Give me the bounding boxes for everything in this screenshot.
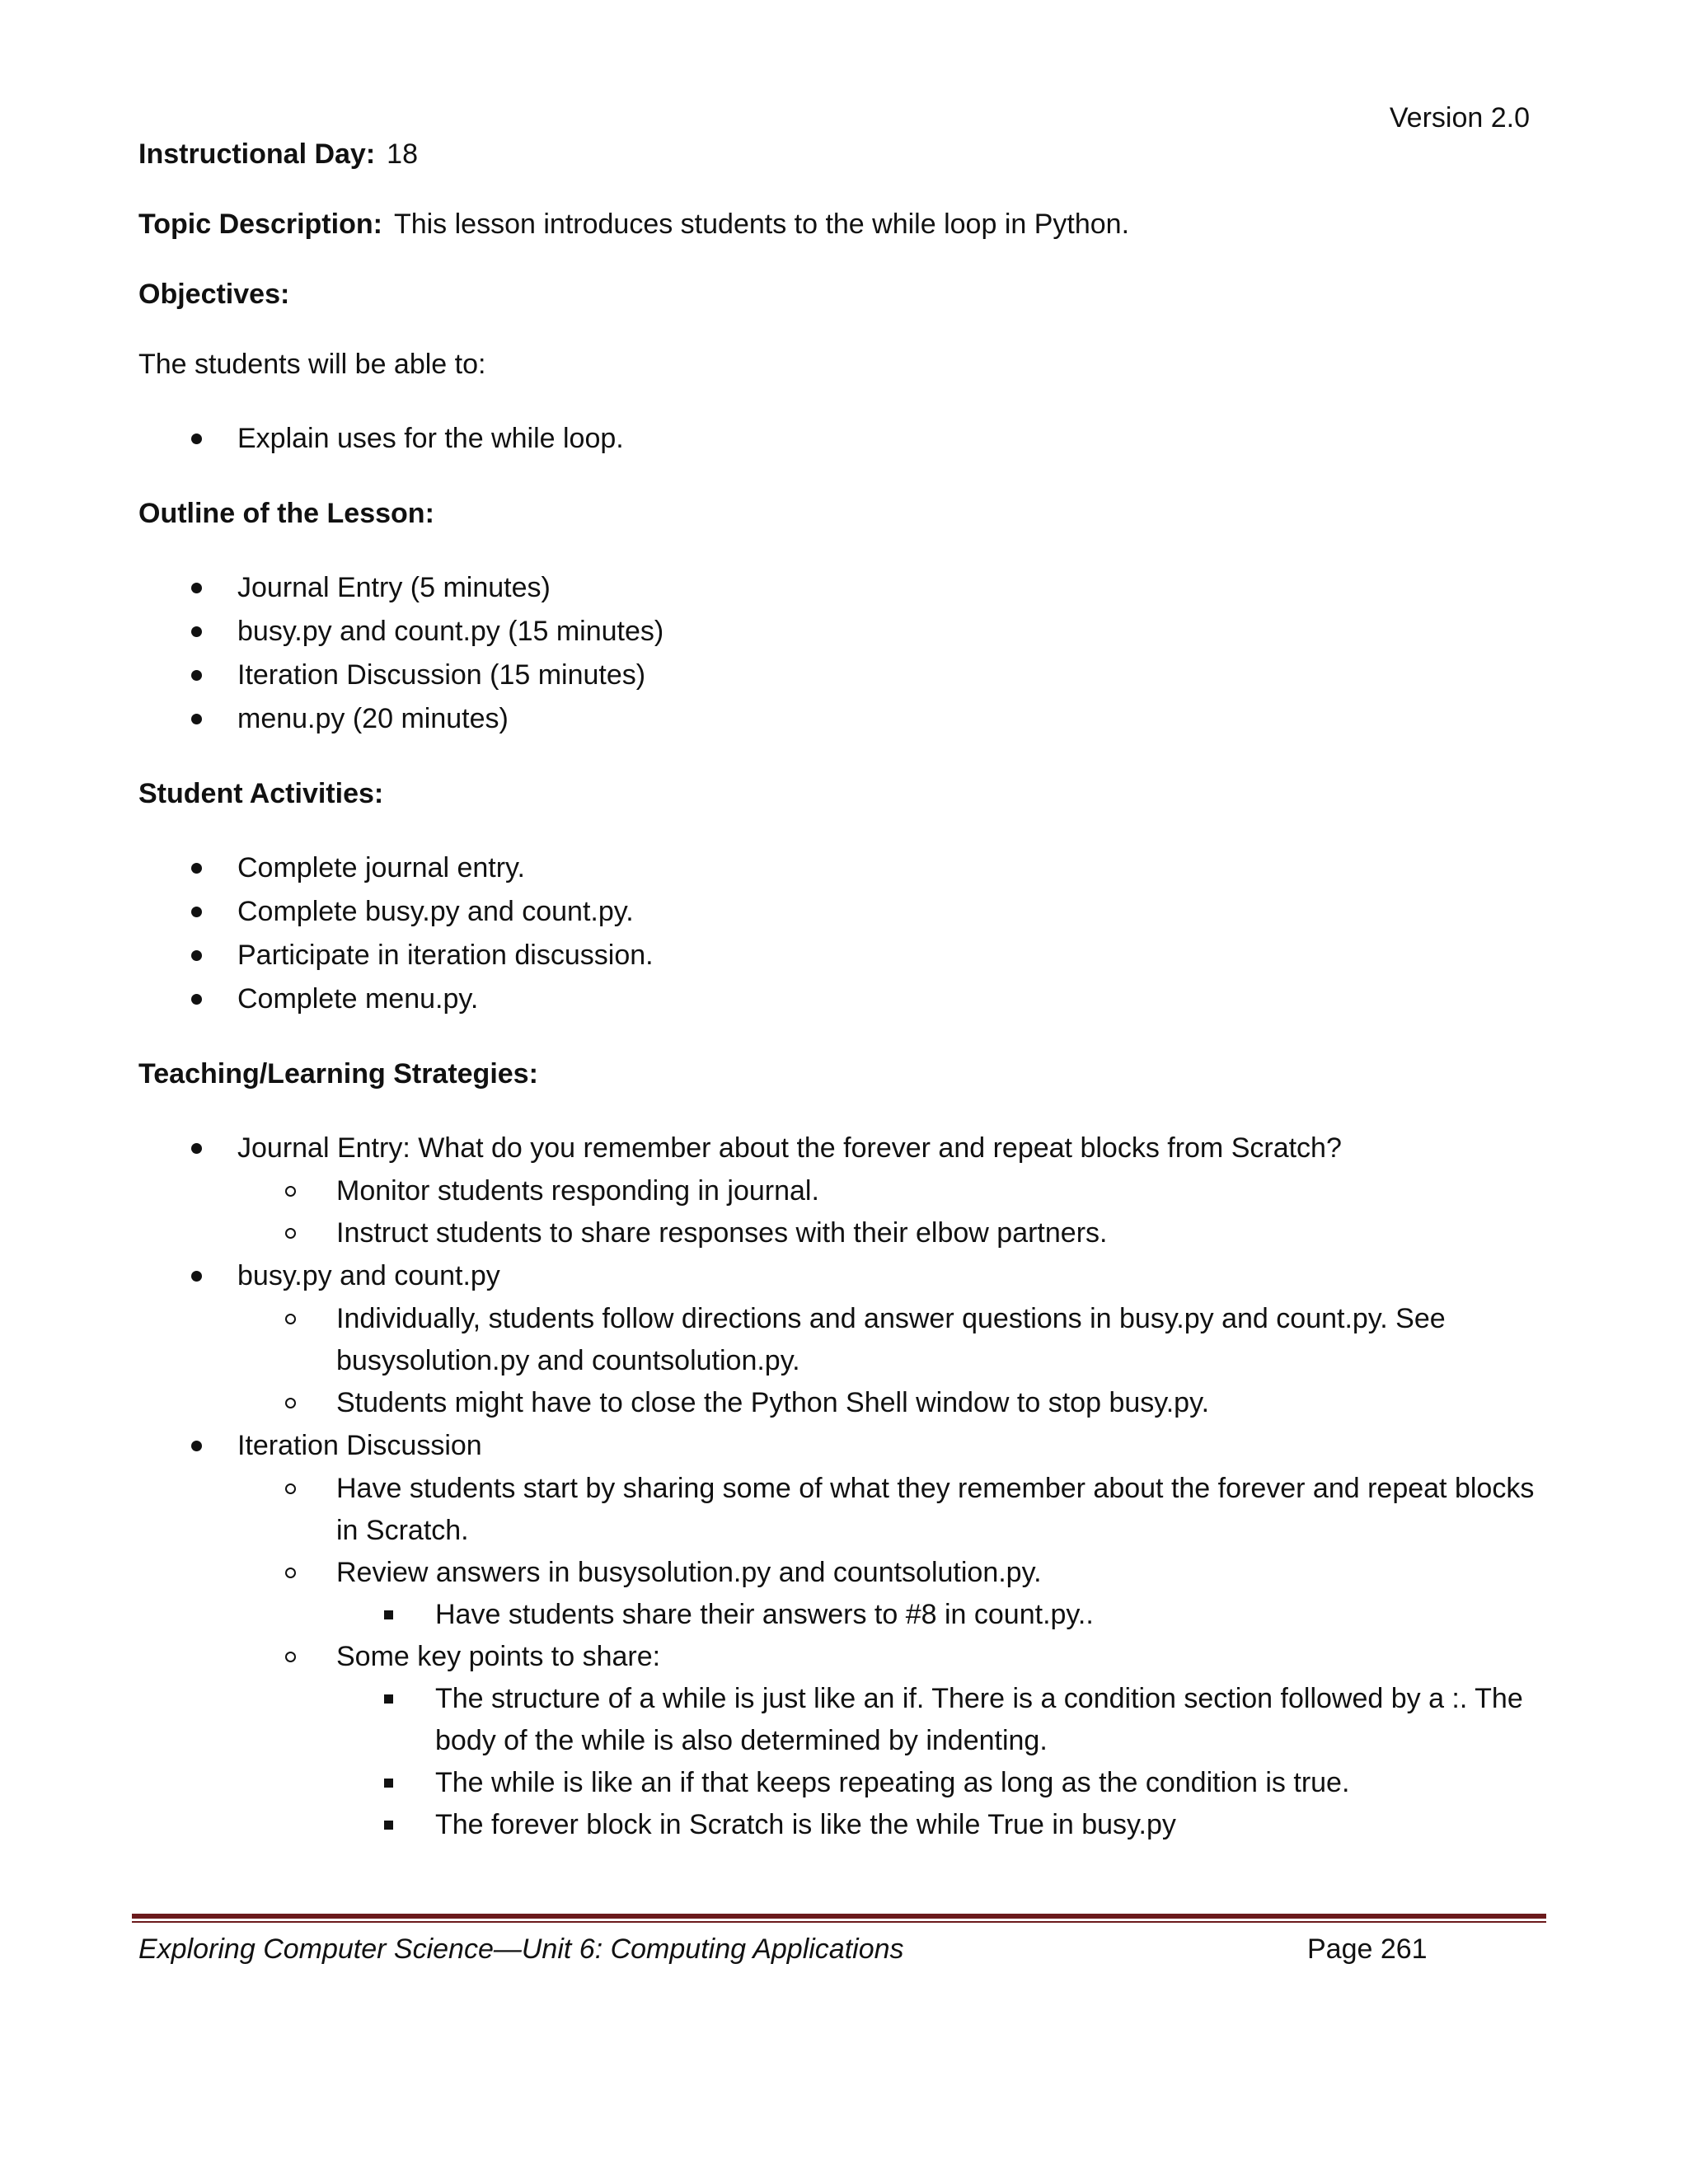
bullet-icon bbox=[191, 417, 202, 461]
sub-list-item-text: Individually, students follow directions and answer questions in busy.py and count.py. See busysolution.py and countsolution.py. bbox=[336, 1303, 1446, 1376]
topic-description bbox=[138, 207, 1540, 241]
sub-list-item bbox=[237, 1636, 1540, 1846]
sub-sub-list-item-text: The forever block in Scratch is like the while True in busy.py bbox=[435, 1809, 1176, 1840]
footer-divider-thin bbox=[132, 1921, 1546, 1923]
list-item-text: Complete menu.py. bbox=[237, 983, 479, 1015]
sub-list bbox=[237, 1170, 1540, 1254]
list-item bbox=[138, 566, 1540, 610]
circle-bullet-icon bbox=[285, 1298, 296, 1340]
circle-bullet-icon bbox=[285, 1468, 296, 1510]
sub-list-item bbox=[237, 1382, 1540, 1424]
list-item bbox=[138, 1424, 1540, 1846]
sub-sub-list-item bbox=[336, 1678, 1540, 1762]
instructional-day bbox=[138, 137, 1540, 171]
topic-description-label: Topic Description: bbox=[138, 209, 382, 240]
sub-list-item bbox=[237, 1552, 1540, 1636]
square-bullet-icon bbox=[384, 1804, 393, 1846]
footer-course-title: Exploring Computer Science—Unit 6: Computing Applications bbox=[138, 1933, 904, 1965]
bullet-icon bbox=[191, 890, 202, 934]
sub-sub-list-item-text: Have students share their answers to #8 in count.py.. bbox=[435, 1599, 1094, 1630]
bullet-icon bbox=[191, 977, 202, 1021]
instructional-day-label: Instructional Day: bbox=[138, 138, 376, 170]
list-item bbox=[138, 1127, 1540, 1254]
sub-sub-list-item-text: The while is like an if that keeps repeating as long as the condition is true. bbox=[435, 1767, 1350, 1798]
outline-list bbox=[138, 566, 1540, 741]
sub-list-item bbox=[237, 1298, 1540, 1382]
sub-sub-list-item-text: The structure of a while is just like an if. There is a condition section followed by a :. The body of the while is also determined by indenting. bbox=[435, 1683, 1523, 1756]
sub-list-item bbox=[237, 1212, 1540, 1254]
bullet-icon bbox=[191, 846, 202, 890]
instructional-day-value: 18 bbox=[387, 138, 418, 170]
list-item-text: Iteration Discussion bbox=[237, 1430, 482, 1461]
list-item-text: Journal Entry: What do you remember about the forever and repeat blocks from Scratch? bbox=[237, 1132, 1342, 1164]
sub-list-item bbox=[237, 1468, 1540, 1552]
bullet-icon bbox=[191, 934, 202, 977]
objectives-list bbox=[138, 417, 1540, 461]
circle-bullet-icon bbox=[285, 1212, 296, 1254]
lesson-content bbox=[138, 137, 1540, 1846]
bullet-icon bbox=[191, 610, 202, 654]
objectives-heading: Objectives: bbox=[138, 279, 290, 310]
bullet-icon bbox=[191, 654, 202, 697]
sub-sub-list-item bbox=[336, 1594, 1540, 1636]
activities-heading: Student Activities: bbox=[138, 778, 384, 809]
footer-divider bbox=[132, 1914, 1546, 1922]
list-item bbox=[138, 697, 1540, 741]
list-item-text: busy.py and count.py (15 minutes) bbox=[237, 616, 664, 647]
bullet-icon bbox=[191, 1254, 202, 1298]
circle-bullet-icon bbox=[285, 1636, 296, 1678]
bullet-icon bbox=[191, 1127, 202, 1170]
circle-bullet-icon bbox=[285, 1552, 296, 1594]
circle-bullet-icon bbox=[285, 1382, 296, 1424]
list-item bbox=[138, 654, 1540, 697]
list-item bbox=[138, 1254, 1540, 1424]
sub-list bbox=[237, 1468, 1540, 1846]
sub-list-item-text: Review answers in busysolution.py and countsolution.py. bbox=[336, 1557, 1042, 1588]
list-item-text: menu.py (20 minutes) bbox=[237, 703, 509, 734]
list-item-text: busy.py and count.py bbox=[237, 1260, 500, 1291]
strategies-heading: Teaching/Learning Strategies: bbox=[138, 1058, 538, 1090]
list-item-text: Explain uses for the while loop. bbox=[237, 423, 624, 454]
version-label: Version 2.0 bbox=[1389, 102, 1530, 134]
list-item bbox=[138, 417, 1540, 461]
objectives-intro: The students will be able to: bbox=[138, 349, 486, 380]
square-bullet-icon bbox=[384, 1594, 393, 1636]
bullet-icon bbox=[191, 566, 202, 610]
list-item-text: Participate in iteration discussion. bbox=[237, 940, 654, 971]
footer-page-number: Page 261 bbox=[1307, 1933, 1428, 1965]
activities-list bbox=[138, 846, 1540, 1021]
list-item-text: Complete journal entry. bbox=[237, 852, 525, 883]
list-item bbox=[138, 610, 1540, 654]
sub-sub-list-item bbox=[336, 1804, 1540, 1846]
strategies-list bbox=[138, 1127, 1540, 1846]
list-item-text: Complete busy.py and count.py. bbox=[237, 896, 634, 927]
list-item bbox=[138, 934, 1540, 977]
list-item-text: Journal Entry (5 minutes) bbox=[237, 572, 551, 603]
bullet-icon bbox=[191, 697, 202, 741]
outline-heading: Outline of the Lesson: bbox=[138, 498, 434, 529]
footer-divider-thick bbox=[132, 1914, 1546, 1919]
sub-list-item-text: Have students start by sharing some of what they remember about the forever and repeat blocks in Scratch. bbox=[336, 1473, 1535, 1546]
circle-bullet-icon bbox=[285, 1170, 296, 1212]
list-item-text: Iteration Discussion (15 minutes) bbox=[237, 659, 646, 691]
topic-description-value: This lesson introduces students to the while loop in Python. bbox=[393, 209, 1130, 240]
sub-list-item-text: Some key points to share: bbox=[336, 1641, 661, 1672]
sub-list bbox=[237, 1298, 1540, 1424]
sub-list-item-text: Monitor students responding in journal. bbox=[336, 1175, 819, 1207]
sub-list-item-text: Instruct students to share responses with their elbow partners. bbox=[336, 1217, 1108, 1249]
bullet-icon bbox=[191, 1424, 202, 1468]
square-bullet-icon bbox=[384, 1678, 393, 1720]
list-item bbox=[138, 977, 1540, 1021]
sub-sub-list bbox=[336, 1678, 1540, 1846]
sub-sub-list-item bbox=[336, 1762, 1540, 1804]
list-item bbox=[138, 846, 1540, 890]
square-bullet-icon bbox=[384, 1762, 393, 1804]
sub-list-item bbox=[237, 1170, 1540, 1212]
sub-list-item-text: Students might have to close the Python Shell window to stop busy.py. bbox=[336, 1387, 1210, 1418]
list-item bbox=[138, 890, 1540, 934]
sub-sub-list bbox=[336, 1594, 1540, 1636]
